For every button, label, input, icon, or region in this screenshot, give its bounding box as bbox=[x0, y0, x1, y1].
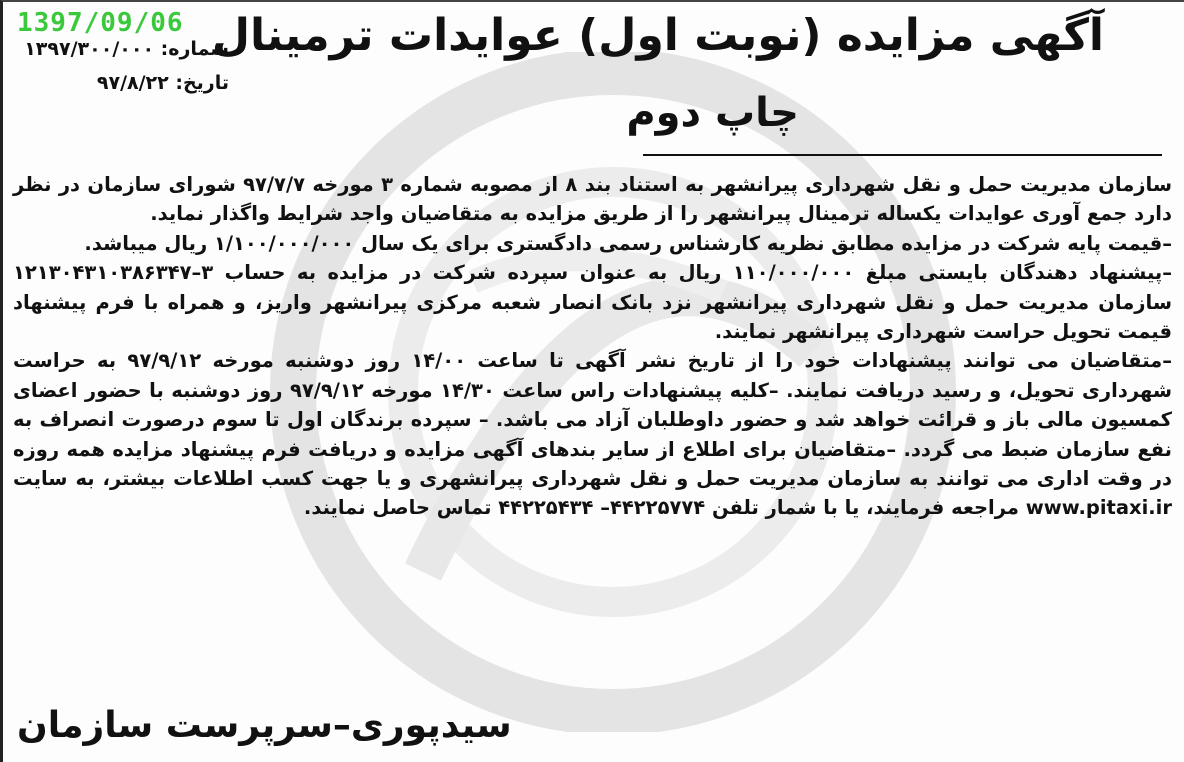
body-paragraph: –پیشنهاد دهندگان بایستی مبلغ ۱۱۰/۰۰۰/۰۰۰ ریال به عنوان سپرده شرکت در مزایده به حساب ۳–۱۲۱۳۰۴۳۱۰۳۸۶۳۴۷ سازمان مدیریت حمل و نقل شهرداری پیرانشهر نزد بانک انصار شعبه مرکزی پیرانشهر واریز، و همراه با فرم پیشنهاد قیمت تحویل حراست شهرداری پیرانشهر نمایند. bbox=[13, 261, 1172, 344]
body-paragraph: –متقاضیان می توانند پیشنهادات خود را از تاریخ نشر آگهی تا ساعت ۱۴/۰۰ روز دوشنبه مورخه ۹۷/۹/۱۲ به حراست شهرداری تحویل، و رسید دریافت نمایند. –کلیه پیشنهادات راس ساعت ۱۴/۳۰ مورخه ۹۷/۹/۱۲ روز دوشنبه با حضور اعضای کمسیون مالی باز و قرائت خواهد شد و حضور داوطلبان آزاد می باشد. – سپرده برندگان اول تا سوم درصورت انصراف به نفع سازمان ضبط می گردد. –متقاضیان برای اطلاع از سایر بندهای آگهی مزایده و دریافت فرم پیشنهاد مزایده همه روزه در وقت اداری می توانند به سازمان مدیریت حمل و نقل شهرداری پیرانشهری و یا جهت کسب اطلاعات بیشتر، به سایت www.pitaxi.ir مراجعه فرمایند، یا با شمار تلفن ۴۴۲۲۵۷۷۴– ۴۴۲۲۵۴۳۴ تماس حاصل نمایند. bbox=[13, 349, 1173, 520]
header-divider bbox=[643, 154, 1162, 156]
body-paragraph: سازمان مدیریت حمل و نقل شهرداری پیرانشهر به استناد بند ۸ از مصوبه شماره ۳ مورخه ۹۷/۷/۷ شورای سازمان در نظر دارد جمع آوری عوایدات یکساله ترمینال پیرانشهر را از طریق مزایده به متقاضیان واجد شرایط واگذار نماید. bbox=[13, 173, 1173, 226]
notice-body bbox=[13, 170, 1172, 523]
notice-meta bbox=[19, 32, 229, 100]
notice-number: شماره: ۱۳۹۷/۳۰۰/۰۰۰ bbox=[24, 38, 229, 60]
page-title: آگهی مزایده (نوبت اول) عوایدات ترمینال bbox=[211, 10, 1104, 61]
page-subtitle: چاپ دوم bbox=[626, 90, 799, 136]
signature: سیدپوری–سرپرست سازمان bbox=[17, 705, 512, 746]
body-paragraph: –قیمت پایه شرکت در مزایده مطابق نظریه کارشناس رسمی دادگستری برای یک سال ۱/۱۰۰/۰۰۰/۰۰۰ ریال میباشد. bbox=[84, 231, 1172, 255]
stamp-date: 1397/09/06 bbox=[17, 8, 184, 38]
notice-date: تاریخ: ۹۷/۸/۲۲ bbox=[96, 72, 229, 94]
